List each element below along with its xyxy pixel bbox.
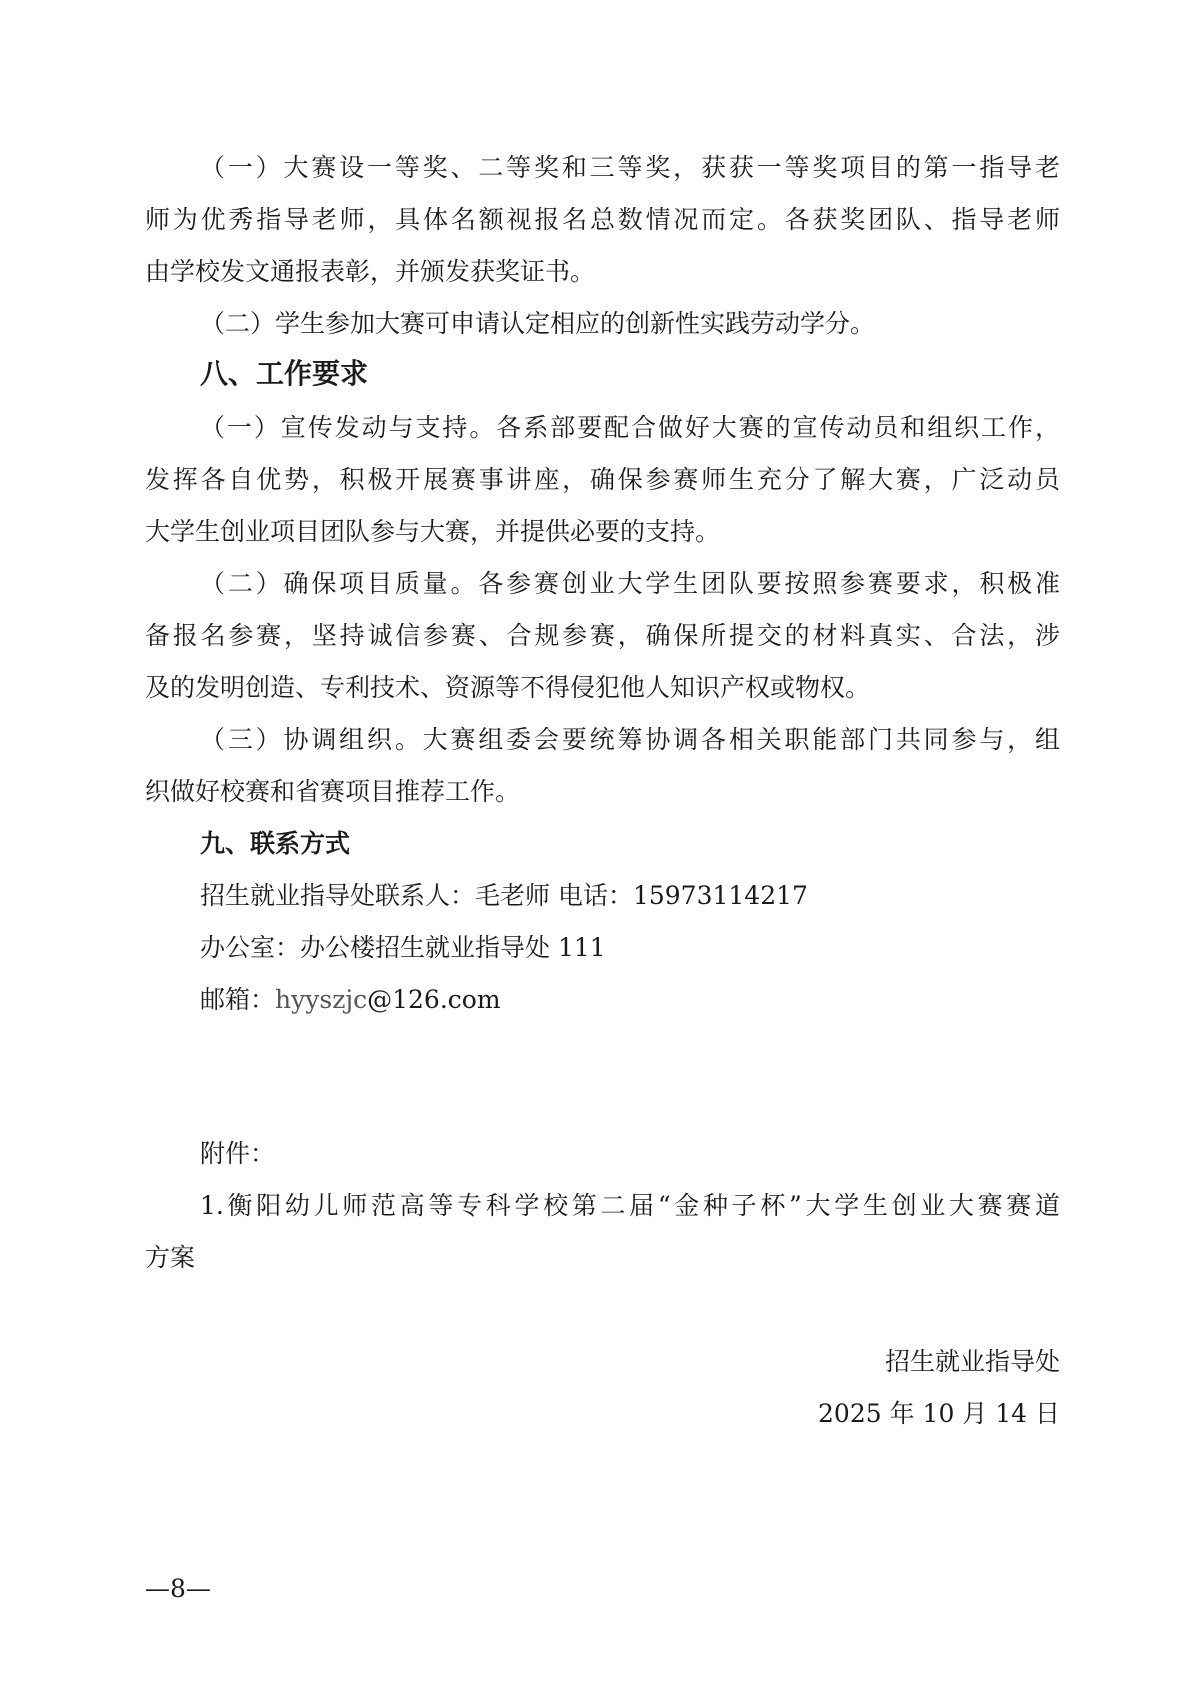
paragraph-awards-line-1: （一）大赛设一等奖、二等奖和三等奖，获获一等奖项目的第一指导老 — [200, 153, 1060, 182]
paragraph-credits: （二）学生参加大赛可申请认定相应的创新性实践劳动学分。 — [200, 309, 876, 338]
signature-org: 招生就业指导处 — [884, 1347, 1060, 1376]
attachment-item-line-2: 方案 — [145, 1243, 196, 1272]
contact-email — [200, 984, 1060, 1016]
paragraph-coordination-line-2: 织做好校赛和省赛项目推荐工作。 — [145, 777, 521, 806]
paragraph-quality-line-1: （二）确保项目质量。各参赛创业大学生团队要按照参赛要求，积极准 — [200, 569, 1060, 598]
attachment-label: 附件： — [200, 1139, 276, 1168]
email-user: hyyszjc — [275, 985, 368, 1014]
paragraph-awards-line-3: 由学校发文通报表彰，并颁发获奖证书。 — [145, 257, 596, 286]
paragraph-quality-line-3: 及的发明创造、专利技术、资源等不得侵犯他人知识产权或物权。 — [145, 673, 871, 702]
heading-work-requirements: 八、工作要求 — [200, 357, 369, 390]
contact-office: 办公室：办公楼招生就业指导处 111 — [200, 933, 606, 962]
attachment-item-line-1: 1.衡阳幼儿师范高等专科学校第二届“金种子杯”大学生创业大赛赛道 — [200, 1191, 1060, 1220]
signature-date: 2025 年 10 月 14 日 — [818, 1399, 1060, 1428]
paragraph-coordination-line-1: （三）协调组织。大赛组委会要统筹协调各相关职能部门共同参与，组 — [200, 725, 1060, 754]
paragraph-awards-line-2: 师为优秀指导老师，具体名额视报名总数情况而定。各获奖团队、指导老师 — [145, 205, 1060, 234]
paragraph-publicity-line-3: 大学生创业项目团队参与大赛，并提供必要的支持。 — [145, 517, 721, 546]
paragraph-quality-line-2: 备报名参赛，坚持诚信参赛、合规参赛，确保所提交的材料真实、合法，涉 — [145, 621, 1060, 650]
email-domain: @126.com — [367, 985, 501, 1014]
paragraph-publicity-line-1: （一）宣传发动与支持。各系部要配合做好大赛的宣传动员和组织工作， — [200, 413, 1060, 442]
heading-contact: 九、联系方式 — [200, 829, 351, 858]
paragraph-publicity-line-2: 发挥各自优势，积极开展赛事讲座，确保参赛师生充分了解大赛，广泛动员 — [145, 465, 1060, 494]
email-label: 邮箱： — [200, 985, 276, 1014]
page-number: —8— — [145, 1574, 211, 1603]
contact-person: 招生就业指导处联系人：毛老师 电话：15973114217 — [200, 881, 808, 910]
